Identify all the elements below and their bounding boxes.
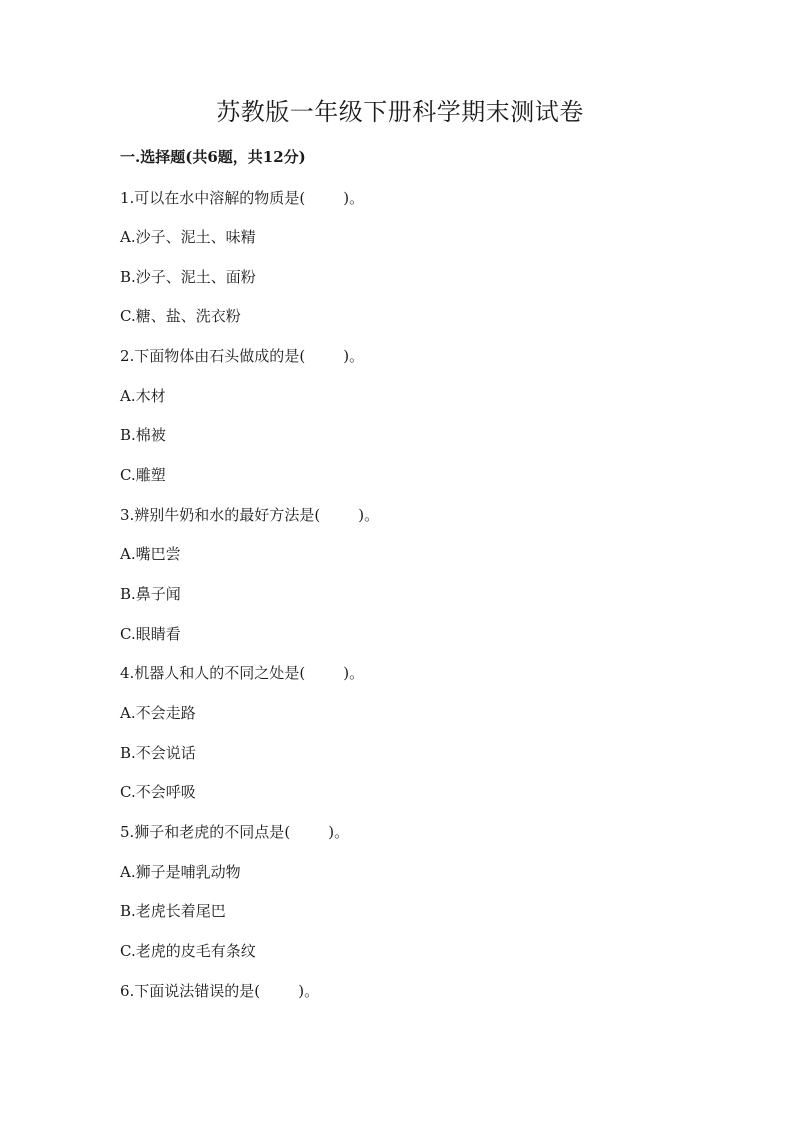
question-5-option-c: C.老虎的皮毛有条纹 <box>120 942 256 960</box>
question-5-option-a: A.狮子是哺乳动物 <box>120 863 241 881</box>
question-4-stem: 4.机器人和人的不同之处是( )。 <box>120 664 365 682</box>
question-5-stem: 5.狮子和老虎的不同点是( )。 <box>120 823 350 841</box>
question-2-option-c: C.雕塑 <box>120 466 166 484</box>
question-2-option-b: B.棉被 <box>120 426 166 444</box>
question-4-option-b: B.不会说话 <box>120 744 196 762</box>
question-2-option-a: A.木材 <box>120 387 166 405</box>
question-3-option-b: B.鼻子闻 <box>120 585 181 603</box>
question-1-option-a: A.沙子、泥土、味精 <box>120 228 256 246</box>
question-4-option-a: A.不会走路 <box>120 704 196 722</box>
question-3-option-a: A.嘴巴尝 <box>120 545 181 563</box>
section-heading: 一.选择题(共6题，共12分) <box>120 148 306 166</box>
question-3-option-c: C.眼睛看 <box>120 625 181 643</box>
question-2-stem: 2.下面物体由石头做成的是( )。 <box>120 347 365 365</box>
question-4-option-c: C.不会呼吸 <box>120 783 196 801</box>
question-6-stem: 6.下面说法错误的是( )。 <box>120 982 320 1000</box>
question-3-stem: 3.辨别牛奶和水的最好方法是( )。 <box>120 506 380 524</box>
page-title: 苏教版一年级下册科学期末测试卷 <box>216 98 584 126</box>
question-5-option-b: B.老虎长着尾巴 <box>120 902 226 920</box>
question-1-stem: 1.可以在水中溶解的物质是( )。 <box>120 189 365 207</box>
question-1-option-c: C.糖、盐、洗衣粉 <box>120 307 241 325</box>
question-1-option-b: B.沙子、泥土、面粉 <box>120 268 256 286</box>
